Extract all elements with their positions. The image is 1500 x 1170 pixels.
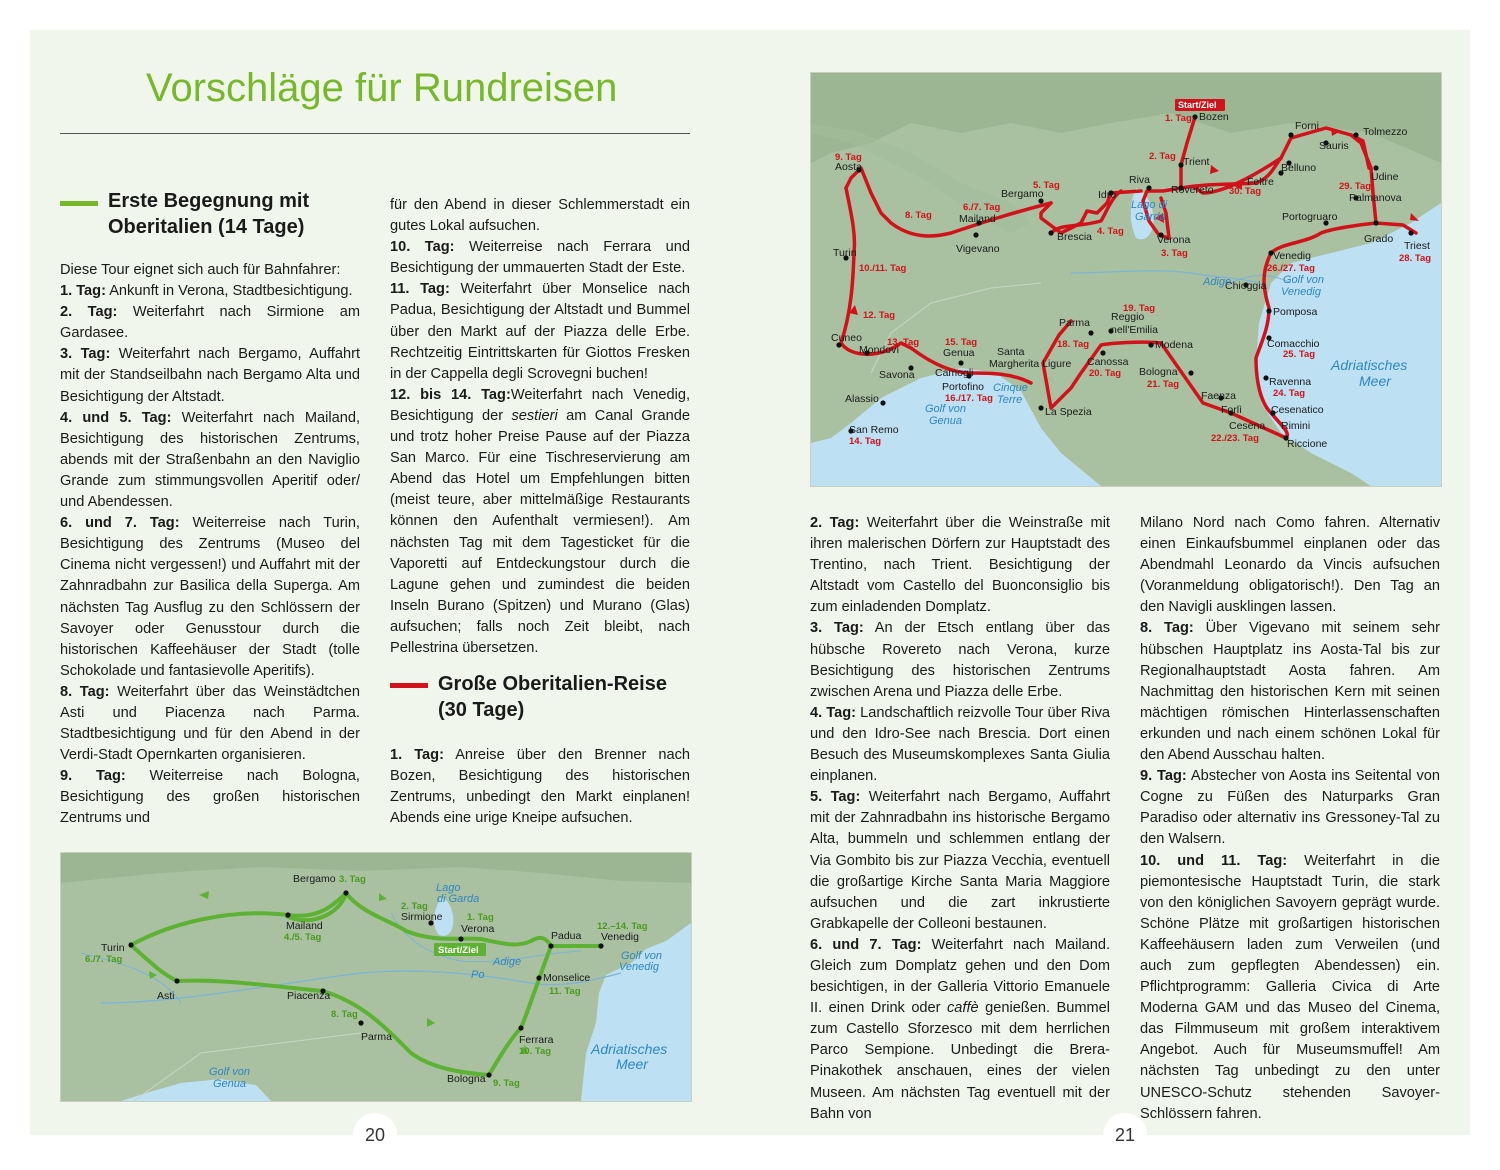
map1-day-label: 12.–14. Tag	[597, 921, 648, 932]
tour1-day: 10. Tag: Weiterreise nach Ferrara und Besichtigung der ummauerten Stadt der Este.	[390, 239, 690, 277]
map2-coast-label: Terre	[997, 394, 1023, 406]
map2-day-label: 9. Tag	[835, 152, 862, 163]
map2-day-label: 18. Tag	[1057, 339, 1090, 350]
map2-water-label: Meer	[1359, 373, 1391, 389]
map2-day-label: 5. Tag	[1033, 180, 1060, 191]
map2-city-label: Modena	[1155, 339, 1193, 351]
map1-river-label: Po	[471, 969, 485, 981]
map2-city-label: Cesena	[1229, 420, 1266, 432]
page-number-left: 20	[353, 1113, 397, 1157]
map2-city-label: Triest	[1404, 240, 1430, 252]
page-number-right: 21	[1103, 1113, 1147, 1157]
tour2-heading-line1: Große Oberitalien-Reise	[438, 673, 667, 695]
tour1-map	[60, 852, 692, 1102]
tour2-text-col1	[810, 513, 1110, 1125]
map2-city-label: Faenza	[1201, 390, 1237, 402]
map2-city-label: Tolmezzo	[1363, 126, 1408, 138]
map2-city-label: Venedig	[1273, 250, 1311, 262]
map2-day-label: 30. Tag	[1229, 186, 1262, 197]
map1-day-label: 1. Tag	[467, 912, 494, 923]
map2-city-label: Margherita Ligure	[989, 358, 1072, 370]
map2-water-label: Golf von	[925, 403, 966, 415]
map2-city-label: Belluno	[1281, 162, 1317, 174]
map1-day-label: 8. Tag	[331, 1009, 358, 1020]
map2-city-label: Bozen	[1199, 111, 1229, 123]
map2-city-label: Rimini	[1281, 420, 1311, 432]
tour1-day: 4. und 5. Tag: Weiterfahrt nach Mailand, Besichtigung des historischen Zentrums, abends mit der Straßenbahn an den Naviglio Grande zum stimmungsvollen Aperitif oder/ und Abendessen.	[60, 409, 360, 511]
map2-water-label: Adriatisches	[1331, 357, 1408, 373]
tour2-day: 1. Tag: Anreise über den Brenner nach Bozen, Besichtigung des historischen Zentrums, unbedingt den Markt einplanen! Abends eine urige Kneipe aufsuchen.	[390, 747, 690, 827]
map2-city-label: Forlì	[1221, 404, 1242, 416]
map2-city-label: Feltre	[1247, 176, 1274, 188]
title-rule	[60, 133, 690, 134]
map2-coast-label: Cinque	[993, 382, 1028, 394]
map2-city-label: La Spezia	[1045, 406, 1092, 418]
map2-city-label: Comacchio	[1267, 338, 1320, 350]
map2-city-label: Reggio	[1111, 311, 1145, 323]
map1-day-label: 3. Tag	[339, 874, 366, 885]
map1-city-label: Sirmione	[401, 911, 443, 923]
map2-day-label: 8. Tag	[905, 210, 932, 221]
map2-day-label: 15. Tag	[945, 337, 978, 348]
map2-water-label: Golf von	[1283, 274, 1324, 286]
map2-city-label: Forni	[1295, 120, 1319, 132]
map2-river-label: Adige	[1203, 276, 1232, 288]
tour1-day: 12. bis 14. Tag:Weiterfahrt nach Venedig, Besichtigung der sestieri am Canal Grande und trotz hoher Preise Pause auf der Piazza San Marco. Für eine Tischreservierung am Abend das Hotel um Empfehlungen bitten (meist teure, aber mittelmäßige Restaurants können den Aufenthalt vermiesen!). Am nächsten Tag mit dem Tagesticket für die Vaporetti auf Entdeckungstour durch die Lagune gehen und zumindest die beiden Inseln Burano (Spitzen) und Murano (Glas) aufsuchen; falls noch Zeit bleibt, nach Pellestrina übersetzen.	[390, 386, 691, 656]
map2-city-label: Vigevano	[956, 243, 1000, 255]
map2-day-label: 24. Tag	[1273, 388, 1306, 399]
map2-day-label: 22./23. Tag	[1211, 433, 1259, 444]
tour2-day: 2. Tag: Weiterfahrt über die Weinstraße mit ihren malerischen Dörfern zur Hauptstadt des Trentino, nach Trient. Besichtigung der Altstadt vom Castello del Buonconsiglio bis zum einladenden Domplatz.	[810, 515, 1110, 616]
map2-city-label: Brescia	[1057, 231, 1093, 243]
tour2-map	[810, 72, 1442, 487]
map1-day-label: 9. Tag	[493, 1078, 520, 1089]
map1-city-label: Bologna	[447, 1073, 486, 1085]
tour1-intro: Diese Tour eignet sich auch für Bahnfahrer:	[60, 262, 341, 278]
tour2-day: 8. Tag: Über Vigevano mit seinem sehr hübschen Hauptplatz ins Aosta-Tal bis zur Regionalhauptstadt Aosta fahren. Am Nachmittag den historischen Kern mit seinen mächtigen römischen Hinterlassenschaften erkunden und nach einem schönen Lokal für den Abend Ausschau halten.	[1140, 620, 1440, 764]
map2-city-label: Aosta	[835, 161, 862, 173]
map1-day-label: 10. Tag	[519, 1046, 552, 1057]
map2-city-label: Turin	[833, 247, 857, 259]
map1-city-label: Mailand	[286, 920, 323, 932]
tour2-accent-bar	[390, 683, 428, 688]
map1-city-label: Monselice	[543, 972, 591, 984]
map2-day-label: 26./27. Tag	[1267, 263, 1315, 274]
map1-water-label: Adriatisches	[591, 1041, 668, 1057]
map1-city-label: Ferrara	[519, 1034, 554, 1046]
page-title: Vorschläge für Rundreisen	[146, 66, 618, 110]
map2-city-label: Portofino	[942, 381, 985, 393]
map2-city-label: Mondovì	[859, 344, 900, 356]
tour1-day: 2. Tag: Weiterfahrt nach Sirmione am Gardasee.	[60, 304, 361, 342]
map2-city-label: Savona	[879, 369, 915, 381]
tour2-day: 3. Tag: An der Etsch entlang über das hübsche Rovereto nach Verona, kurze Besichtigung des historischen Zentrums zwischen Arena und Piazza delle Erbe.	[810, 620, 1110, 700]
map2-city-label: Grado	[1364, 233, 1394, 245]
map2-city-label: Udine	[1371, 171, 1399, 183]
map2-city-label: Camogli	[935, 367, 974, 379]
map2-city-label: Bergamo	[1001, 188, 1044, 200]
map2-day-label: 29. Tag	[1339, 181, 1372, 192]
map1-water-label: Golf von	[209, 1066, 250, 1078]
map1-day-label: 4./5. Tag	[284, 932, 322, 943]
map2-water-label: Genua	[929, 415, 963, 427]
map2-water-label: Venedig	[1281, 286, 1321, 298]
map2-city-label: Pomposa	[1273, 306, 1318, 318]
tour2-day: 10. und 11. Tag: Weiterfahrt in die piemontesische Hauptstadt Turin, die stark von den königlichen Savoyern geprägt wurde. Schöne Plätze mit großartigen historischen Kaffeehäusern laden zum Verweilen (und auch zum gepflegten Abendessen) ein. Pflichtprogramm: Galleria Civica di Arte Moderna GAM und das Museo del Cinema, das Filmmuseum mit großem interaktivem Angebot. Auch für Museumsmuffel! Am nächsten Tag unbedingt zu den unter UNESCO-Schutz stehenden Savoyer-Schlössern fahren.	[1140, 852, 1440, 1122]
map1-city-label: Parma	[361, 1031, 392, 1043]
map2-city-label: Genua	[943, 347, 975, 359]
map2-day-label: 21. Tag	[1147, 379, 1180, 390]
map2-day-label: 6./7. Tag	[963, 202, 1001, 213]
map2-water-label: Lago di	[1131, 199, 1168, 211]
map2-city-label: Cesenatico	[1271, 404, 1324, 416]
map2-city-label: San Remo	[849, 424, 899, 436]
map1-city-label: Piacenza	[287, 990, 331, 1002]
tour1-text-col2	[390, 195, 690, 659]
map2-city-label: Idro	[1098, 189, 1117, 201]
map1-day-label: 2. Tag	[401, 901, 428, 912]
map1-city-label: Bergamo	[293, 873, 336, 885]
map2-city-label: Portogruaro	[1282, 211, 1338, 223]
map1-river-label: Adige	[493, 956, 522, 968]
map2-city-label: Alassio	[845, 393, 879, 405]
map2-water-label: Garda	[1135, 211, 1166, 223]
tour2-day: 4. Tag: Landschaftlich reizvolle Tour über Riva und den Idro-See nach Brescia. Dort einen Besuch des Museumskomplexes Santa Giulia einplanen.	[810, 704, 1110, 785]
map2-city-label: Cuneo	[831, 332, 862, 344]
map2-day-label: 20. Tag	[1089, 368, 1122, 379]
tour1-day: 6. und 7. Tag: Weiterreise nach Turin, Besichtigung des Zentrums (Museo del Cinema nicht vergessen!) und Auffahrt mit der Zahnradbahn zur Basilica della Superga. Am nächsten Tag Ausflug zu den Schlössern der Savoyer oder Genusstour durch die historischen Kaffeehäuser der Stadt (tolle Schokolade und fantasievolle Aperitifs).	[60, 515, 360, 679]
map2-city-label: Canossa	[1087, 356, 1129, 368]
map1-water-label: Lago	[436, 882, 461, 894]
map1-city-label: Padua	[551, 930, 582, 942]
map2-day-label: 25. Tag	[1283, 349, 1316, 360]
tour2-day: 6. und 7. Tag: Weiterfahrt nach Mailand. Gleich zum Domplatz gehen und den Dom besichtigen, in der Galleria Vittorio Emanuele II. einen Drink oder caffè genießen. Bummel zum Castello Sforzesco mit dem herrlichen Parco Sempione. Unbedingt die Brera-Pinakothek anschauen, eines der vielen Museen. Am nächsten Tag eventuell mit der Bahn von	[810, 936, 1110, 1122]
map2-city-label: Verona	[1157, 234, 1191, 246]
map1-city-label: Asti	[157, 990, 175, 1002]
map2-city-label: Sauris	[1319, 140, 1349, 152]
map1-city-label: Turin	[101, 942, 125, 954]
map2-start-label: Start/Ziel	[1178, 100, 1217, 110]
map2-day-label: 12. Tag	[863, 310, 896, 321]
map2-city-label: Riva	[1129, 174, 1151, 186]
map2-city-label: Rovereto	[1171, 184, 1214, 196]
tour1-day: 9. Tag: Weiterreise nach Bologna, Besichtigung des großen historischen Zentrums und	[60, 768, 360, 827]
map2-city-label: Mailand	[959, 213, 996, 225]
tour2-heading	[438, 671, 667, 723]
map2-city-label: Santa	[997, 346, 1025, 358]
map2-city-label: Chioggia	[1225, 280, 1267, 292]
map1-water-label: Genua	[213, 1078, 247, 1090]
tour1-day: 3. Tag: Weiterfahrt nach Bergamo, Auffahrt mit der Standseilbahn nach Bergamo Alta und Besichtigung der Altstadt.	[60, 346, 360, 405]
tour1-heading	[108, 188, 309, 240]
map2-day-label: 19. Tag	[1123, 303, 1156, 314]
tour2-heading-line2: (30 Tage)	[438, 699, 525, 721]
map2-city-label: Bologna	[1139, 366, 1178, 378]
map2-day-label: 13. Tag	[887, 337, 920, 348]
map2-day-label: 14. Tag	[849, 436, 882, 447]
map2-city-label: Riccione	[1287, 438, 1328, 450]
tour2-day: 9. Tag: Abstecher von Aosta ins Seitental von Cogne zu Füßen des Naturparks Gran Paradiso oder alternativ ins Gressoney-Tal zu den Walsern.	[1140, 768, 1440, 848]
map1-city-label: Venedig	[601, 931, 639, 943]
tour2-text-col2	[1140, 513, 1440, 1125]
map1-day-label: 11. Tag	[549, 986, 581, 997]
map2-day-label: 28. Tag	[1399, 253, 1432, 264]
map1-water-label: di Garda	[437, 893, 480, 905]
tour1-accent-bar	[60, 201, 98, 206]
map1-start-label: Start/Ziel	[438, 945, 479, 956]
map2-day-label: 2. Tag	[1149, 151, 1176, 162]
tour2-day: 5. Tag: Weiterfahrt nach Bergamo, Auffahrt mit der Zahnradbahn ins historische Bergamo Alta, bummeln und schlemmen entlang der Via Gombito bis zur Piazza Vecchia, eventuell die großartige Kirche Santa Maria Maggiore aufsuchen und die zart inkrustierte Grabkapelle der Colleoni bestaunen.	[810, 789, 1110, 932]
map2-day-label: 1. Tag	[1165, 113, 1192, 124]
tour1-day: 8. Tag: Weiterfahrt über das Weinstädtchen Asti und Piacenza nach Parma. Stadtbesichtigung und für den Abend in der Verdi-Stadt Opernkarten organisieren.	[60, 683, 360, 764]
tour1-heading-line2: Oberitalien (14 Tage)	[108, 216, 305, 238]
map1-day-label: 6./7. Tag	[85, 954, 123, 965]
tour1-heading-line1: Erste Begegnung mit	[108, 190, 310, 212]
map2-day-label: 16./17. Tag	[945, 393, 993, 404]
tour2-text	[390, 745, 690, 829]
map2-day-label: 3. Tag	[1161, 248, 1188, 259]
tour2-continued: Milano Nord nach Como fahren. Alternativ einen Einkaufsbummel einplanen oder das Abendmahl Leonardo da Vincis aufsuchen (Voranmeldung obligatorisch!). Den Tag an den Navigli ausklingen lassen.	[1140, 515, 1440, 616]
map2-city-label: Palmanova	[1349, 192, 1402, 204]
map1-water-label: Golf von	[621, 950, 662, 962]
map2-city-label: Parma	[1059, 317, 1090, 329]
map2-city-label: nell'Emilia	[1111, 324, 1158, 336]
tour1-text-col1	[60, 260, 360, 830]
map2-city-label: Ravenna	[1269, 376, 1312, 388]
map1-water-label: Venedig	[619, 961, 659, 973]
tour1-continued: für den Abend in dieser Schlemmerstadt ein gutes Lokal aufsuchen.	[390, 197, 690, 235]
map2-city-label: Trient	[1183, 156, 1210, 168]
map2-day-label: 4. Tag	[1097, 226, 1124, 237]
map1-city-label: Verona	[461, 923, 495, 935]
tour1-day: 11. Tag: Weiterfahrt über Monselice nach Padua, Besichtigung der Altstadt und Bummel über den Markt auf der Piazza delle Erbe. Rechtzeitig Eintrittskarten für Giottos Fresken in der Cappella degli Scrovegni buchen!	[390, 281, 690, 382]
map2-day-label: 10./11. Tag	[859, 263, 907, 274]
map1-water-label: Meer	[616, 1056, 648, 1072]
tour1-day: 1. Tag: Ankunft in Verona, Stadtbesichtigung.	[60, 283, 353, 300]
